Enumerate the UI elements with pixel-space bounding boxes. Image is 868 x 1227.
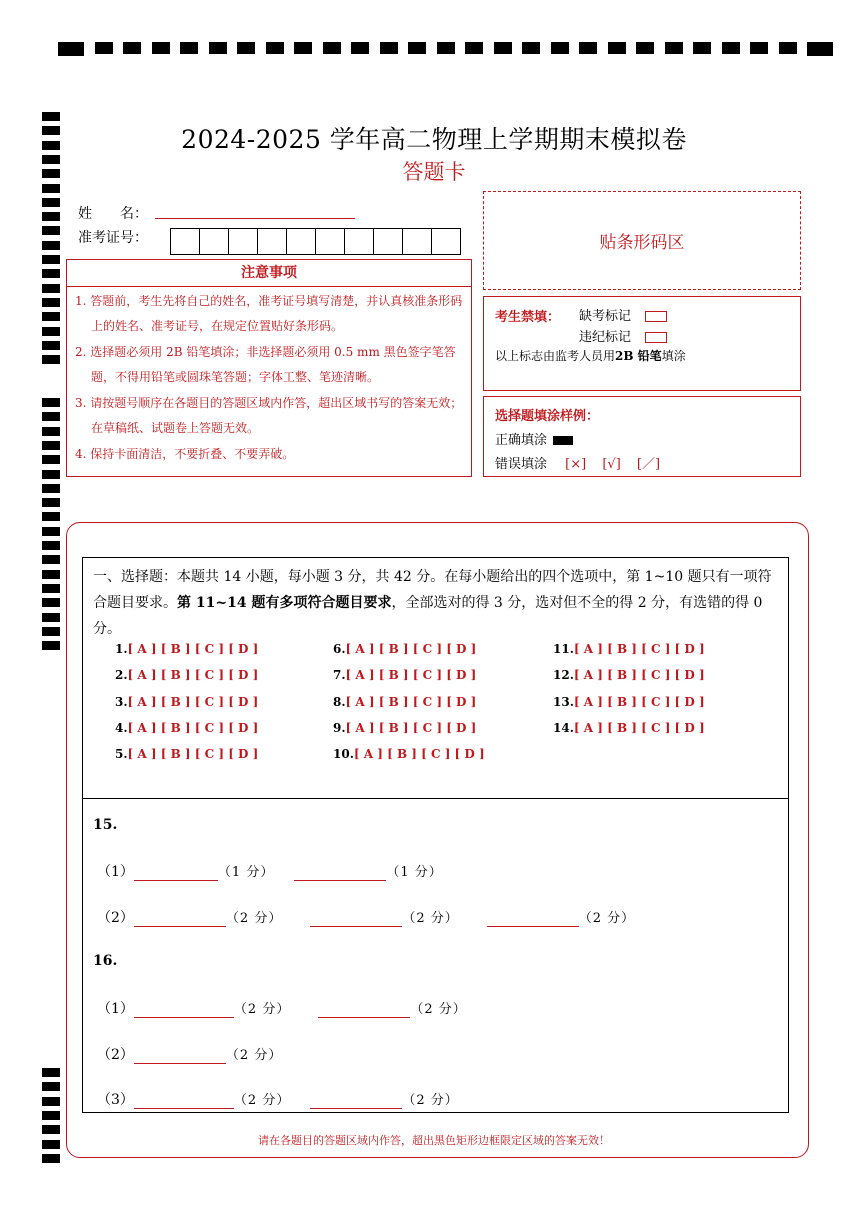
timing-mark xyxy=(636,42,654,54)
timing-mark xyxy=(437,42,455,54)
forbidden-note xyxy=(495,347,686,364)
timing-mark xyxy=(42,412,60,421)
choice-question-4[interactable] xyxy=(115,721,258,735)
q15-2-blank-b[interactable] xyxy=(310,910,402,927)
sample-box xyxy=(483,396,801,477)
q15-part1-label: （1） xyxy=(97,864,134,880)
timing-mark xyxy=(42,498,60,507)
timing-mark xyxy=(42,269,60,278)
top-timing-marks xyxy=(58,42,818,56)
q16-part1-row xyxy=(97,998,467,1018)
choice-question-number: 10. xyxy=(333,747,354,761)
absent-mark-label: 缺考标记 xyxy=(579,309,632,324)
choice-options[interactable]: [ A ] [ B ] [ C ] [ D ] xyxy=(127,747,259,761)
wrong-mark-slash: [／] xyxy=(636,457,661,472)
choice-question-number: 6. xyxy=(333,642,346,656)
absent-mark-box[interactable] xyxy=(645,311,667,322)
timing-mark xyxy=(551,42,569,54)
timing-mark xyxy=(750,42,768,54)
wrong-mark-cross: [×] xyxy=(565,457,587,472)
timing-mark xyxy=(42,1097,60,1106)
timing-mark xyxy=(522,42,540,54)
timing-mark xyxy=(42,1111,60,1120)
timing-mark xyxy=(42,441,60,450)
timing-mark xyxy=(42,398,60,407)
timing-mark xyxy=(209,42,227,54)
choice-options[interactable]: [ A ] [ B ] [ C ] [ D ] xyxy=(573,642,705,656)
q15-1-blank-a[interactable] xyxy=(134,864,218,881)
q16-part3-row xyxy=(97,1089,459,1109)
timing-mark xyxy=(42,613,60,622)
timing-mark xyxy=(42,284,60,293)
choice-question-6[interactable] xyxy=(333,642,476,656)
choice-options[interactable]: [ A ] [ B ] [ C ] [ D ] xyxy=(353,747,485,761)
choice-options[interactable]: [ A ] [ B ] [ C ] [ D ] xyxy=(573,668,705,682)
choice-options[interactable]: [ A ] [ B ] [ C ] [ D ] xyxy=(345,642,477,656)
choice-options[interactable]: [ A ] [ B ] [ C ] [ D ] xyxy=(345,695,477,709)
timing-mark xyxy=(42,255,60,264)
name-label: 姓 名： xyxy=(78,206,148,222)
q15-2-points-c: （2 分） xyxy=(578,911,636,926)
forbidden-box xyxy=(483,296,801,391)
choice-options[interactable]: [ A ] [ B ] [ C ] [ D ] xyxy=(573,721,705,735)
violation-mark-row xyxy=(579,326,667,345)
notice-item-3: 3. 请按题号顺序在各题目的答题区域内作答，超出区域书写的答案无效；在草稿纸、试题卷上答题无效。 xyxy=(75,396,463,435)
timing-mark xyxy=(42,555,60,564)
choice-question-number: 7. xyxy=(333,668,346,682)
timing-mark xyxy=(180,42,198,54)
question-15-number: 15. xyxy=(93,817,118,833)
barcode-area xyxy=(483,191,801,290)
notice-heading: 注意事项 xyxy=(67,260,471,287)
timing-mark xyxy=(152,42,170,54)
choice-options[interactable]: [ A ] [ B ] [ C ] [ D ] xyxy=(127,695,259,709)
q16-part2-label: （2） xyxy=(97,1047,134,1063)
q15-part2-label: （2） xyxy=(97,910,134,926)
timing-mark xyxy=(351,42,369,54)
timing-mark xyxy=(42,641,60,650)
absent-mark-row xyxy=(579,305,667,324)
timing-mark xyxy=(722,42,740,54)
q16-3-points-a: （2 分） xyxy=(233,1093,291,1108)
q16-part2-row xyxy=(97,1044,282,1064)
choice-question-11[interactable] xyxy=(553,642,705,656)
name-input-line[interactable] xyxy=(155,202,355,219)
sample-wrong-row xyxy=(495,453,660,472)
q16-1-blank-b[interactable] xyxy=(318,1001,410,1018)
notice-item-2: 2. 选择题必须用 2B 铅笔填涂；非选择题必须用 0.5 mm 黑色签字笔答题，不得用铅笔或圆珠笔答题；字体工整、笔迹清晰。 xyxy=(75,345,456,384)
q15-2-blank-a[interactable] xyxy=(134,910,226,927)
timing-mark xyxy=(237,42,255,54)
timing-mark xyxy=(42,312,60,321)
timing-mark xyxy=(779,42,797,54)
q16-1-points-a: （2 分） xyxy=(233,1002,291,1017)
choice-options[interactable]: [ A ] [ B ] [ C ] [ D ] xyxy=(573,695,705,709)
q15-1-points-a: （1 分） xyxy=(217,865,275,880)
timing-mark xyxy=(294,42,312,54)
timing-mark xyxy=(42,427,60,436)
choice-question-number: 13. xyxy=(553,695,574,709)
id-number-boxes[interactable] xyxy=(170,228,461,255)
fill-section xyxy=(82,798,789,1113)
q16-2-blank-a[interactable] xyxy=(134,1047,226,1064)
choice-question-number: 1. xyxy=(115,642,128,656)
choice-question-13[interactable] xyxy=(553,695,705,709)
timing-mark xyxy=(408,42,426,54)
timing-mark xyxy=(42,198,60,207)
timing-mark xyxy=(42,541,60,550)
footer-warning: 请在各题目的答题区域内作答，超出黑色矩形边框限定区域的答案无效！ xyxy=(258,1134,610,1147)
timing-mark xyxy=(465,42,483,54)
page-title: 2024-2025 学年高二物理上学期期末模拟卷 xyxy=(181,125,687,154)
timing-mark xyxy=(266,42,284,54)
choice-intro-part1: 一、选择题：本题共 14 小题，每小题 3 分，共 42 分。在每小题给出的四个选项中，第 1~10 题只有一项符合题目要求。 xyxy=(93,569,772,611)
choice-question-1[interactable] xyxy=(115,642,258,656)
timing-mark xyxy=(42,1154,60,1163)
timing-mark xyxy=(42,470,60,479)
timing-mark xyxy=(42,455,60,464)
choice-question-8[interactable] xyxy=(333,695,476,709)
q15-part2-row xyxy=(97,907,635,927)
choice-section xyxy=(82,557,789,799)
timing-mark xyxy=(42,298,60,307)
timing-mark xyxy=(665,42,683,54)
timing-mark xyxy=(42,212,60,221)
forbidden-label: 考生禁填： xyxy=(495,310,561,325)
timing-mark xyxy=(807,42,833,56)
timing-mark xyxy=(42,598,60,607)
forbidden-note-suffix: 填涂 xyxy=(661,349,686,363)
choice-question-number: 5. xyxy=(115,747,128,761)
sample-correct-row xyxy=(495,429,573,448)
choice-question-number: 4. xyxy=(115,721,128,735)
choice-options[interactable]: [ A ] [ B ] [ C ] [ D ] xyxy=(127,721,259,735)
q15-1-blank-b[interactable] xyxy=(294,864,386,881)
choice-question-number: 3. xyxy=(115,695,128,709)
choice-question-number: 2. xyxy=(115,668,128,682)
choice-question-number: 12. xyxy=(553,668,574,682)
choice-question-number: 14. xyxy=(553,721,574,735)
choice-question-10[interactable] xyxy=(333,747,485,761)
q15-1-points-b: （1 分） xyxy=(386,865,443,880)
barcode-label: 贴条形码区 xyxy=(599,233,685,253)
choice-question-number: 9. xyxy=(333,721,346,735)
timing-mark xyxy=(494,42,512,54)
violation-mark-box[interactable] xyxy=(645,332,667,343)
timing-mark xyxy=(42,355,60,364)
sample-correct-label: 正确填涂 xyxy=(495,433,548,448)
choice-options[interactable]: [ A ] [ B ] [ C ] [ D ] xyxy=(127,668,259,682)
timing-mark xyxy=(42,627,60,636)
timing-mark xyxy=(42,512,60,521)
timing-mark xyxy=(42,226,60,235)
choice-options[interactable]: [ A ] [ B ] [ C ] [ D ] xyxy=(345,721,477,735)
timing-mark xyxy=(58,42,84,56)
forbidden-note-prefix: 以上标志由监考人员用 xyxy=(495,349,616,363)
wrong-mark-check: [√] xyxy=(602,457,621,472)
page-subtitle: 答题卡 xyxy=(402,160,466,184)
timing-mark xyxy=(608,42,626,54)
notice-item-4: 4. 保持卡面清洁，不要折叠、不要弄破。 xyxy=(75,447,295,461)
choice-question-3[interactable] xyxy=(115,695,258,709)
q15-2-blank-c[interactable] xyxy=(487,910,579,927)
timing-mark xyxy=(323,42,341,54)
q16-part3-label: （3） xyxy=(97,1092,134,1108)
id-label: 准考证号： xyxy=(78,230,148,246)
choice-question-5[interactable] xyxy=(115,747,258,761)
notice-box xyxy=(66,259,472,477)
choice-options[interactable]: [ A ] [ B ] [ C ] [ D ] xyxy=(127,642,259,656)
choice-question-9[interactable] xyxy=(333,721,476,735)
q16-3-points-b: （2 分） xyxy=(402,1093,459,1108)
q15-2-points-b: （2 分） xyxy=(402,911,459,926)
question-16-number: 16. xyxy=(93,953,118,969)
timing-mark xyxy=(579,42,597,54)
filled-mark-sample xyxy=(553,436,573,445)
sample-wrong-label: 错误填涂 xyxy=(495,457,548,472)
timing-mark xyxy=(693,42,711,54)
timing-mark xyxy=(42,570,60,579)
choice-question-7[interactable] xyxy=(333,668,476,682)
q16-1-points-b: （2 分） xyxy=(410,1002,467,1017)
sample-title: 选择题填涂样例： xyxy=(495,409,600,424)
timing-mark xyxy=(95,42,113,54)
timing-mark xyxy=(380,42,398,54)
forbidden-note-bold: 2B 铅笔 xyxy=(615,349,662,363)
choice-question-14[interactable] xyxy=(553,721,705,735)
choice-question-number: 11. xyxy=(553,642,574,656)
violation-mark-label: 违纪标记 xyxy=(579,330,632,345)
timing-mark xyxy=(42,327,60,336)
timing-mark xyxy=(42,527,60,536)
q16-part1-label: （1） xyxy=(97,1001,134,1017)
timing-mark xyxy=(42,241,60,250)
timing-mark xyxy=(42,1068,60,1077)
q15-part1-row xyxy=(97,861,443,881)
notice-item-1: 1. 答题前，考生先将自己的姓名，准考证号填写清楚，并认真核准条形码上的姓名、准考证号，在规定位置贴好条形码。 xyxy=(75,294,463,333)
choice-intro xyxy=(93,564,778,642)
choice-question-number: 8. xyxy=(333,695,346,709)
timing-mark xyxy=(42,341,60,350)
timing-mark xyxy=(42,1082,60,1091)
choice-intro-part2: ，全部选对的得 3 分，选对但不全的得 2 分，有选错的得 0 分。 xyxy=(93,595,763,637)
choice-options[interactable]: [ A ] [ B ] [ C ] [ D ] xyxy=(345,668,477,682)
choice-question-12[interactable] xyxy=(553,668,705,682)
timing-mark xyxy=(42,484,60,493)
choice-question-2[interactable] xyxy=(115,668,258,682)
q16-3-blank-a[interactable] xyxy=(134,1092,234,1109)
timing-mark xyxy=(123,42,141,54)
choice-intro-bold: 第 11~14 题有多项符合题目要求 xyxy=(177,595,392,611)
q15-2-points-a: （2 分） xyxy=(225,911,283,926)
timing-mark xyxy=(42,584,60,593)
q16-3-blank-b[interactable] xyxy=(310,1092,402,1109)
q16-2-points-a: （2 分） xyxy=(225,1048,283,1063)
q16-1-blank-a[interactable] xyxy=(134,1001,234,1018)
